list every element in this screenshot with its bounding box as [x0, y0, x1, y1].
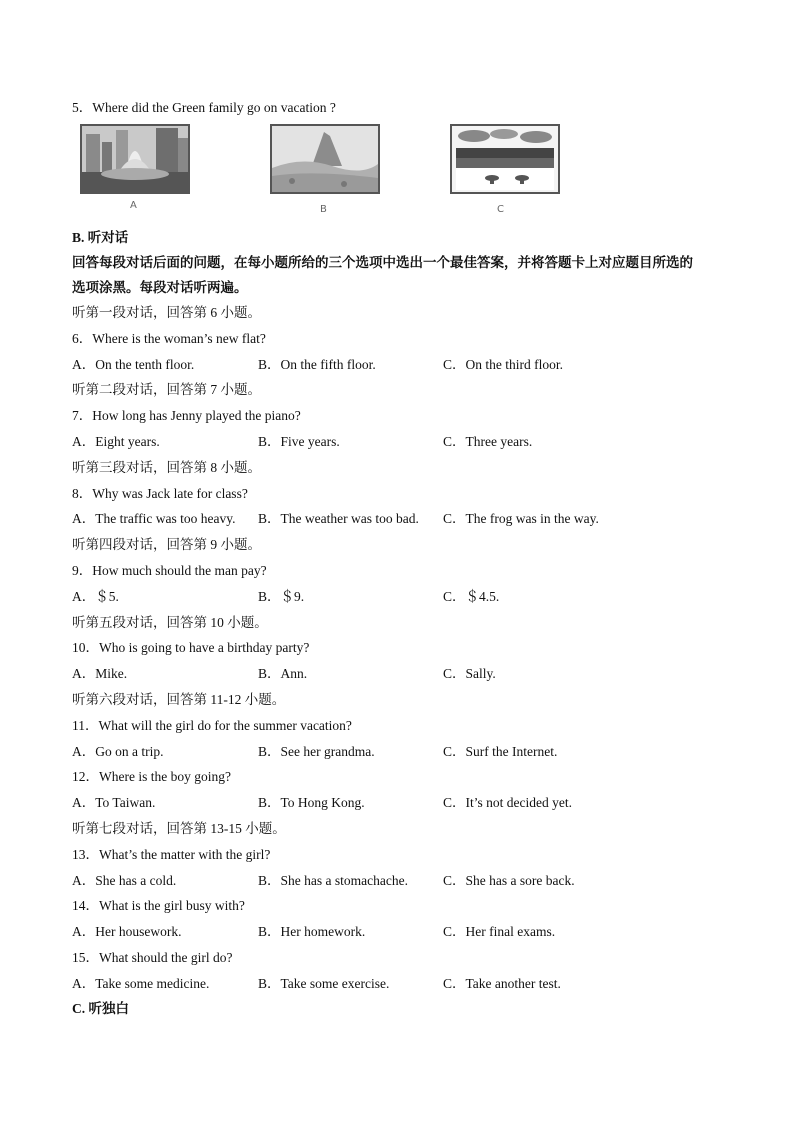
option-c: C．Take another test.: [443, 976, 561, 991]
question-5: 5．Where did the Green family go on vacation ?: [72, 100, 336, 115]
listening-note: 听第三段对话，回答第 8 小题。: [72, 460, 261, 475]
listening-note: 听第一段对话，回答第 6 小题。: [72, 305, 261, 320]
option-b: B．The weather was too bad.: [258, 511, 419, 526]
picture-a-label: A: [130, 200, 137, 211]
question-text: 7．How long has Jenny played the piano?: [72, 408, 301, 423]
option-a: A．On the tenth floor.: [72, 357, 195, 372]
listening-note: 听第四段对话，回答第 9 小题。: [72, 537, 261, 552]
listening-note: 听第六段对话，回答第 11-12 小题。: [72, 692, 286, 707]
section-c-heading: C. 听独白: [72, 1001, 129, 1016]
option-a: A．Her housework.: [72, 924, 182, 939]
question-text: 13．What’s the matter with the girl?: [72, 847, 271, 862]
option-b: B．Her homework.: [258, 924, 366, 939]
picture-b-label: B: [320, 204, 327, 215]
question-text: 9．How much should the man pay?: [72, 563, 267, 578]
option-c: C．Three years.: [443, 434, 533, 449]
option-c: C．Her final exams.: [443, 924, 556, 939]
question-text: 8．Why was Jack late for class?: [72, 486, 248, 501]
picture-c-label: C: [497, 204, 504, 215]
option-c: C．It’s not decided yet.: [443, 795, 572, 810]
option-b: B．＄9.: [258, 589, 305, 604]
option-b: B．Take some exercise.: [258, 976, 390, 991]
question-text: 10．Who is going to have a birthday party?: [72, 640, 310, 655]
listening-note: 听第七段对话，回答第 13-15 小题。: [72, 821, 286, 836]
question-text: 15．What should the girl do?: [72, 950, 233, 965]
section-b-instruction-1: 回答每段对话后面的问题，在每小题所给的三个选项中选出一个最佳答案，并将答题卡上对应题目所选的: [72, 255, 693, 270]
option-a: A．Go on a trip.: [72, 744, 164, 759]
section-b-instruction-2: 选项涂黑。每段对话听两遍。: [72, 280, 248, 295]
listening-note: 听第五段对话，回答第 10 小题。: [72, 615, 268, 630]
option-b: B．To Hong Kong.: [258, 795, 365, 810]
option-a: A．To Taiwan.: [72, 795, 156, 810]
picture-b-mountain-lake: [270, 124, 380, 194]
option-c: C．The frog was in the way.: [443, 511, 599, 526]
listening-note: 听第二段对话，回答第 7 小题。: [72, 382, 261, 397]
option-c: C．Sally.: [443, 666, 496, 681]
question-text: 6．Where is the woman’s new flat?: [72, 331, 266, 346]
picture-c-beach: [450, 124, 560, 194]
question-text: 12．Where is the boy going?: [72, 769, 231, 784]
question-text: 14．What is the girl busy with?: [72, 898, 245, 913]
option-a: A．Mike.: [72, 666, 128, 681]
option-b: B．On the fifth floor.: [258, 357, 376, 372]
option-c: C．Surf the Internet.: [443, 744, 558, 759]
option-c: C．＄4.5.: [443, 589, 500, 604]
option-b: B．Ann.: [258, 666, 308, 681]
option-b: B．Five years.: [258, 434, 340, 449]
section-b-heading: B. 听对话: [72, 230, 129, 245]
option-a: A．The traffic was too heavy.: [72, 511, 236, 526]
option-b: B．See her grandma.: [258, 744, 375, 759]
option-b: B．She has a stomachache.: [258, 873, 408, 888]
option-c: C．She has a sore back.: [443, 873, 575, 888]
option-a: A．＄5.: [72, 589, 119, 604]
question-text: 11．What will the girl do for the summer vacation?: [72, 718, 352, 733]
option-a: A．Eight years.: [72, 434, 160, 449]
option-a: A．She has a cold.: [72, 873, 177, 888]
option-c: C．On the third floor.: [443, 357, 563, 372]
option-a: A．Take some medicine.: [72, 976, 210, 991]
picture-a-city-fountain: [80, 124, 190, 194]
